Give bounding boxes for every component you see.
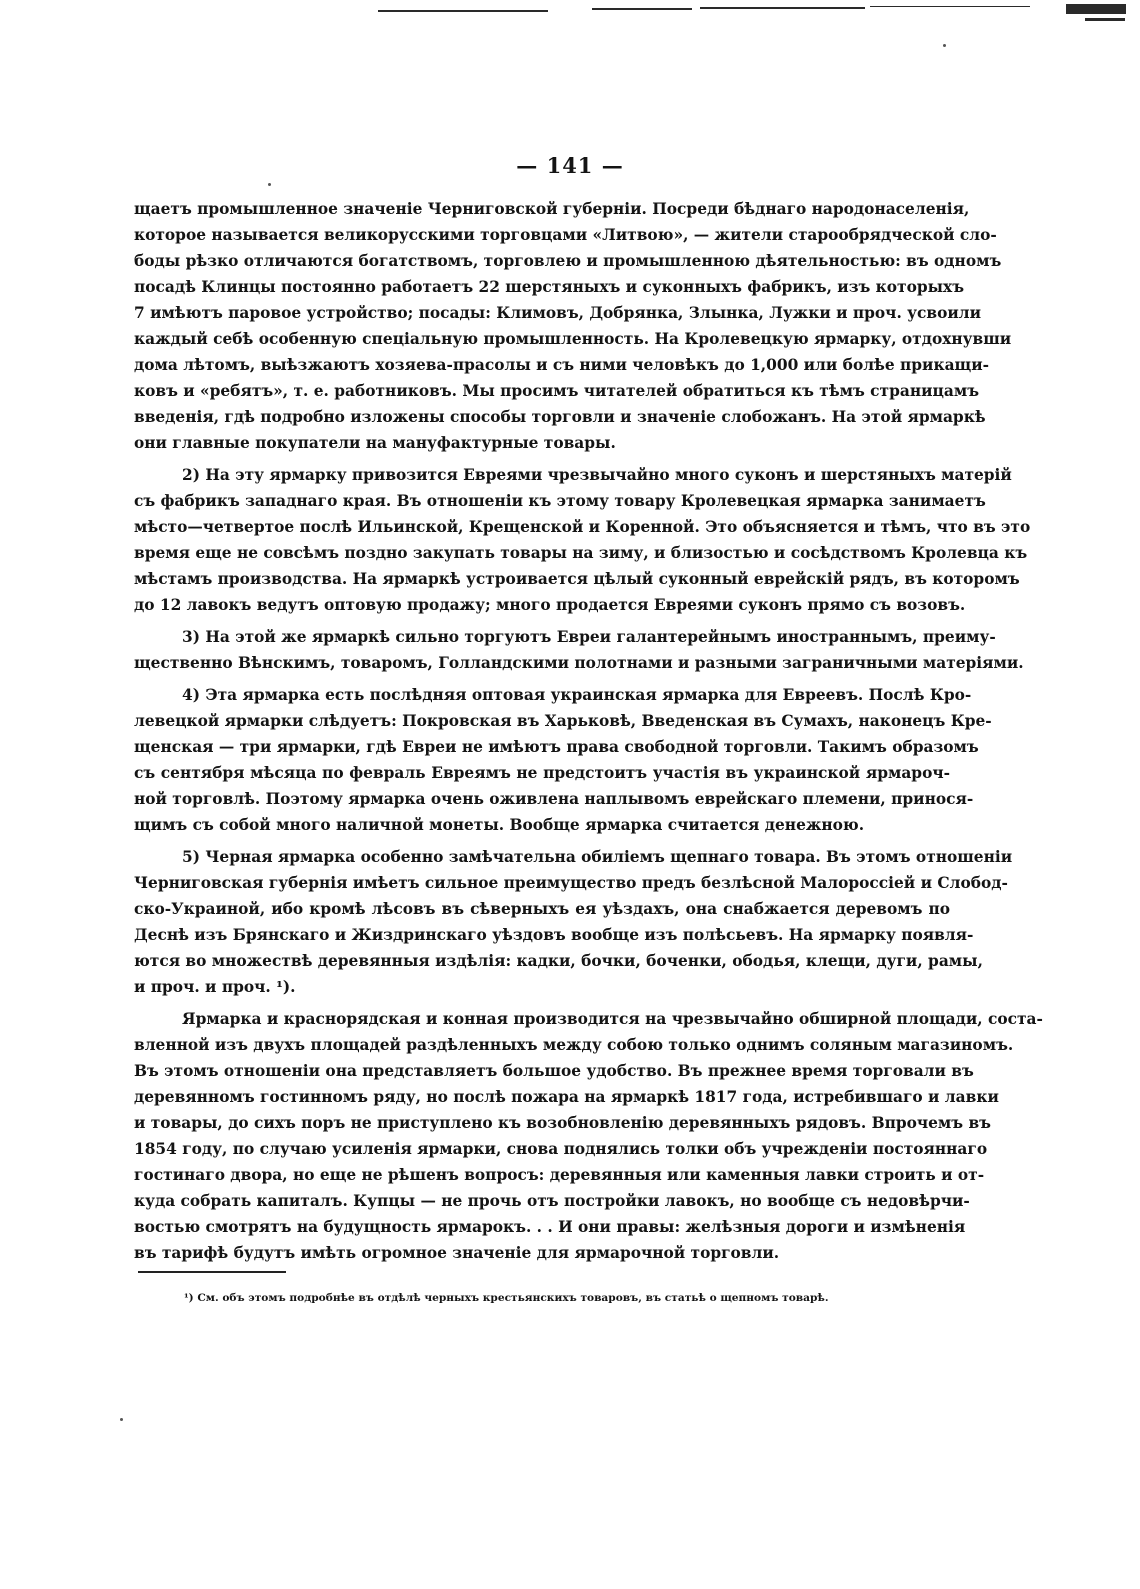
text-line: каждый себѣ особенную спеціальную промышленность. На Кролевецкую ярмарку, отдохнувши — [134, 330, 1012, 348]
text-line: они главные покупатели на мануфактурные товары. — [134, 434, 616, 452]
text-line: до 12 лавокъ ведутъ оптовую продажу; много продается Евреями суконъ прямо съ возовъ. — [134, 596, 966, 614]
text-line: мѣсто—четвертое послѣ Ильинской, Крещенской и Коренной. Это объясняется и тѣмъ, что въ это — [134, 518, 1031, 536]
text-line: боды рѣзко отличаются богатствомъ, торговлею и промышленною дѣятельностью: въ одномъ — [134, 252, 1002, 270]
text-line: дома лѣтомъ, выѣзжаютъ хозяева-прасолы и съ ними человѣкъ до 1,000 или болѣе прикащи- — [134, 356, 990, 374]
paragraph — [134, 1006, 1043, 1266]
text-line: левецкой ярмарки слѣдуетъ: Покровская въ Харьковѣ, Введенская въ Сумахъ, наконецъ Кре- — [134, 712, 992, 730]
text-line: съ сентября мѣсяца по февраль Евреямъ не предстоитъ участія въ украинской ярмароч- — [134, 764, 950, 782]
text-line: ной торговлѣ. Поэтому ярмарка очень оживлена наплывомъ еврейскаго племени, принося- — [134, 790, 974, 808]
text-line: которое называется великорусскими торговцами «Литвою», — жители старообрядческой сло- — [134, 226, 997, 244]
text-line: и проч. и проч. ¹). — [134, 978, 296, 996]
text-line: ковъ и «ребятъ», т. е. работниковъ. Мы просимъ читателей обратиться къ тѣмъ страницамъ — [134, 382, 980, 400]
text-line: съ фабрикъ западнаго края. Въ отношеніи къ этому товару Кролевецкая ярмарка занимаетъ — [134, 492, 986, 510]
scan-speck — [268, 183, 271, 186]
text-line: время еще не совсѣмъ поздно закупать товары на зиму, и близостью и сосѣдствомъ Кролевца къ — [134, 544, 1028, 562]
paragraph — [134, 196, 1012, 456]
text-line: деревянномъ гостинномъ ряду, но послѣ пожара на ярмаркѣ 1817 года, истребившаго и лавки — [134, 1088, 999, 1106]
paragraph — [134, 682, 992, 838]
paragraph — [134, 624, 1024, 676]
text-line: щаетъ промышленное значеніе Черниговской губерніи. Посреди бѣднаго народонаселенія, — [134, 200, 970, 218]
text-line: щественно Вѣнскимъ, товаромъ, Голландскими полотнами и разными заграничными матеріями. — [134, 654, 1024, 672]
text-line: 7 имѣютъ паровое устройство; посады: Климовъ, Добрянка, Злынка, Лужки и проч. усвоили — [134, 304, 982, 322]
footnote-separator — [138, 1271, 286, 1273]
paragraph — [134, 844, 1013, 1000]
text-line: куда собрать капиталъ. Купцы — не прочь отъ постройки лавокъ, но вообще съ недовѣрчи- — [134, 1192, 970, 1210]
text-line: востью смотрятъ на будущность ярмарокъ. . . И они правы: желѣзныя дороги и измѣненія — [134, 1218, 966, 1236]
text-line: гостинаго двора, но еще не рѣшенъ вопросъ: деревянныя или каменныя лавки строить и от- — [134, 1166, 985, 1184]
text-line: ско-Украиной, ибо кромѣ лѣсовъ въ сѣверныхъ ея уѣздахъ, она снабжается деревомъ по — [134, 900, 950, 918]
text-line: ются во множествѣ деревянныя издѣлія: кадки, бочки, боченки, ободья, клещи, дуги, рамы, — [134, 952, 983, 970]
text-line: 2) На эту ярмарку привозится Евреями чрезвычайно много суконъ и шерстяныхъ матерій — [182, 466, 1012, 484]
text-line: вленной изъ двухъ площадей раздѣленныхъ между собою только однимъ соляным магазиномъ. — [134, 1036, 1014, 1054]
text-line: щимъ съ собой много наличной монеты. Вообще ярмарка считается денежною. — [134, 816, 865, 834]
scan-speck — [943, 44, 946, 47]
text-line: Черниговская губернія имѣетъ сильное преимущество предъ безлѣсной Малороссіей и Слобод- — [134, 874, 1008, 892]
paragraph — [134, 462, 1031, 618]
text-line: введенія, гдѣ подробно изложены способы торговли и значеніе слобожанъ. На этой ярмаркѣ — [134, 408, 986, 426]
text-line: Ярмарка и краснорядская и конная производится на чрезвычайно обширной площади, соста- — [182, 1010, 1043, 1028]
scan-speck — [120, 1418, 123, 1421]
text-line: 4) Эта ярмарка есть послѣдняя оптовая украинская ярмарка для Евреевъ. Послѣ Кро- — [182, 686, 972, 704]
page-number: — 141 — — [516, 153, 624, 178]
text-line: Деснѣ изъ Брянскаго и Жиздринскаго уѣздовъ вообще изъ полѣсьевъ. На ярмарку появля- — [134, 926, 974, 944]
body-text — [134, 196, 1043, 1266]
scan-artifact-top — [0, 0, 1140, 60]
text-line: Въ этомъ отношеніи она представляетъ большое удобство. Въ прежнее время торговали въ — [134, 1062, 974, 1080]
text-line: посадѣ Клинцы постоянно работаетъ 22 шерстяныхъ и суконныхъ фабрикъ, изъ которыхъ — [134, 278, 965, 296]
text-line: щенская — три ярмарки, гдѣ Евреи не имѣютъ права свободной торговли. Такимъ образомъ — [134, 738, 979, 756]
text-line: въ тарифѣ будутъ имѣть огромное значеніе для ярмарочной торговли. — [134, 1244, 780, 1262]
footnote: ¹) См. объ этомъ подробнѣе въ отдѣлѣ черныхъ крестьянскихъ товаровъ, въ статьѣ о щепномъ товарѣ. — [184, 1292, 829, 1304]
text-line: 5) Черная ярмарка особенно замѣчательна обиліемъ щепнаго товара. Въ этомъ отношеніи — [182, 848, 1013, 866]
text-line: и товары, до сихъ поръ не приступлено къ возобновленію деревянныхъ рядовъ. Впрочемъ въ — [134, 1114, 991, 1132]
text-line: 1854 году, по случаю усиленія ярмарки, снова поднялись толки объ учрежденіи постояннаго — [134, 1140, 988, 1158]
text-line: 3) На этой же ярмаркѣ сильно торгуютъ Евреи галантерейнымъ иностраннымъ, преиму- — [182, 628, 996, 646]
text-line: мѣстамъ производства. На ярмаркѣ устроивается цѣлый суконный еврейскій рядъ, въ которомъ — [134, 570, 1020, 588]
